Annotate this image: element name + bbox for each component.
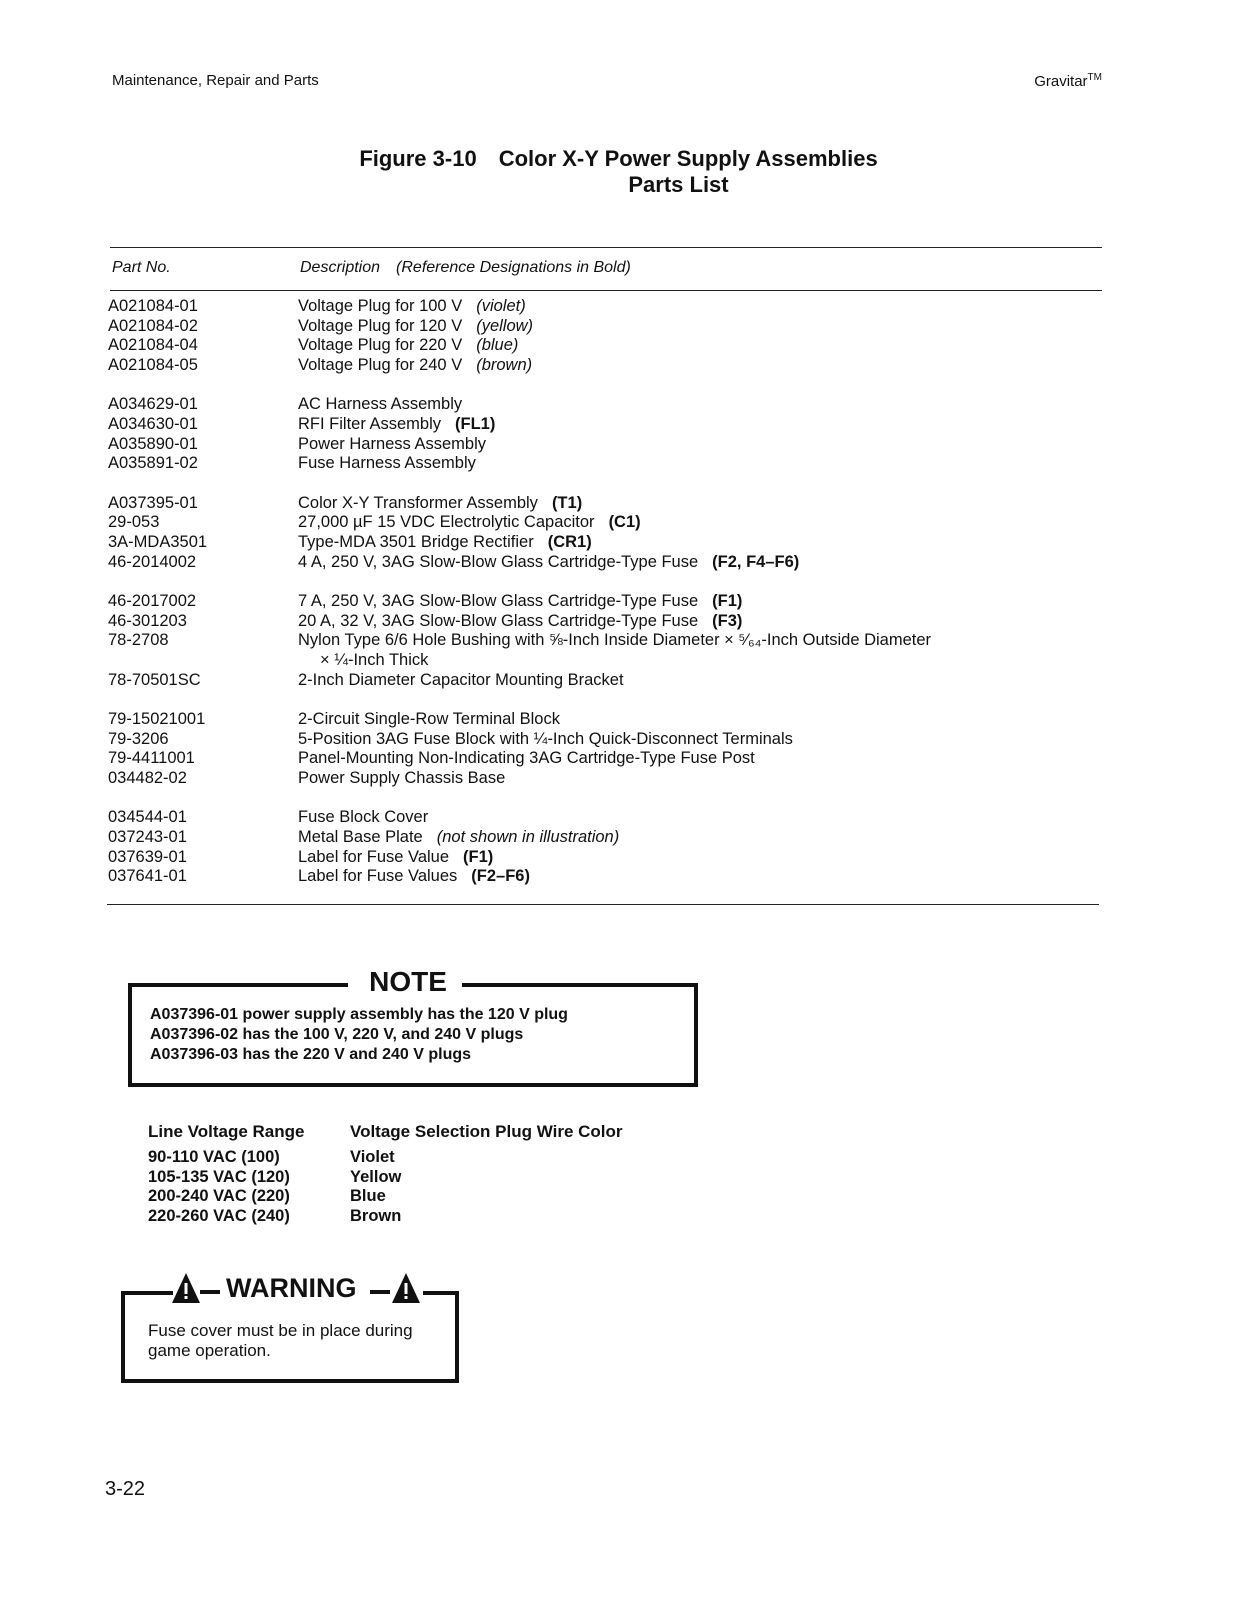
description-text: 27,000 µF 15 VDC Electrolytic Capacitor bbox=[298, 513, 595, 532]
part-number: A037395-01 bbox=[108, 493, 198, 512]
part-description bbox=[298, 710, 1108, 730]
part-number: A034630-01 bbox=[108, 414, 198, 433]
description-text: Voltage Plug for 240 V bbox=[298, 355, 463, 374]
wire-color: Brown bbox=[350, 1207, 402, 1226]
voltage-range: 220-260 VAC (240) bbox=[148, 1207, 290, 1226]
table-row bbox=[108, 435, 1108, 455]
reference-designation: (T1) bbox=[551, 493, 583, 512]
voltage-row bbox=[148, 1187, 623, 1207]
figure-number: Figure 3-10 bbox=[359, 146, 477, 171]
reference-designation: (F2, F4–F6) bbox=[712, 552, 800, 571]
part-number: 79-15021001 bbox=[108, 710, 206, 729]
part-description bbox=[298, 730, 1108, 750]
part-description bbox=[298, 612, 1108, 632]
description-note: (blue) bbox=[476, 336, 519, 355]
table-row bbox=[108, 356, 1108, 376]
part-description bbox=[298, 848, 1108, 868]
table-header-rule bbox=[110, 290, 1102, 291]
parts-group bbox=[108, 710, 1108, 788]
running-header-right bbox=[1034, 72, 1102, 90]
description-note: (violet) bbox=[476, 297, 526, 315]
part-description bbox=[298, 454, 1108, 474]
part-description bbox=[298, 867, 1108, 887]
description-text: 2-Inch Diameter Capacitor Mounting Bracket bbox=[298, 670, 624, 689]
table-row bbox=[108, 336, 1108, 356]
description-text: Color X-Y Transformer Assembly bbox=[298, 493, 538, 512]
part-description bbox=[298, 336, 1108, 356]
description-note: (brown) bbox=[476, 355, 533, 374]
reference-designation: (F1) bbox=[712, 592, 743, 611]
description-text: Voltage Plug for 120 V bbox=[298, 316, 463, 335]
part-description bbox=[298, 671, 1108, 691]
figure-subtitle: Parts List bbox=[628, 172, 729, 197]
voltage-range: 90-110 VAC (100) bbox=[148, 1147, 280, 1166]
table-row bbox=[108, 828, 1108, 848]
parts-group bbox=[108, 297, 1108, 375]
warning-triangle-icon bbox=[170, 1271, 226, 1305]
wire-color: Violet bbox=[350, 1147, 395, 1166]
part-number: A034629-01 bbox=[108, 395, 198, 414]
figure-title bbox=[0, 146, 1237, 198]
part-number: 78-2708 bbox=[108, 631, 169, 650]
part-number: 3A-MDA3501 bbox=[108, 532, 208, 551]
warning-triangle-icon bbox=[370, 1271, 426, 1305]
description-text: AC Harness Assembly bbox=[298, 395, 463, 414]
reference-designation: (F2–F6) bbox=[471, 867, 530, 886]
figure-caption: Color X-Y Power Supply Assemblies bbox=[498, 146, 878, 171]
part-description bbox=[298, 592, 1108, 612]
wire-color: Yellow bbox=[350, 1167, 402, 1186]
product-name: Gravitar bbox=[1034, 73, 1088, 90]
voltage-range-header: Line Voltage Range bbox=[148, 1122, 305, 1141]
description-text: 20 A, 32 V, 3AG Slow-Blow Glass Cartridge-Type Fuse bbox=[298, 611, 699, 630]
part-description bbox=[298, 494, 1108, 514]
part-number: 78-70501SC bbox=[108, 670, 201, 689]
part-number: 037639-01 bbox=[108, 847, 187, 866]
part-number: 29-053 bbox=[108, 513, 160, 532]
parts-list bbox=[108, 297, 1108, 907]
part-number: A035891-02 bbox=[108, 454, 198, 473]
note-text bbox=[150, 1005, 568, 1065]
description-text: RFI Filter Assembly bbox=[298, 414, 442, 433]
part-description bbox=[298, 808, 1108, 828]
part-description bbox=[298, 297, 1108, 317]
part-description bbox=[298, 435, 1108, 455]
table-top-rule bbox=[110, 247, 1102, 248]
column-header-part-no: Part No. bbox=[112, 259, 171, 276]
part-number: A021084-04 bbox=[108, 336, 198, 355]
voltage-row bbox=[148, 1148, 623, 1168]
table-row bbox=[108, 553, 1108, 573]
parts-group bbox=[108, 395, 1108, 473]
table-row bbox=[108, 808, 1108, 828]
note-top-border-left bbox=[128, 983, 348, 987]
description-text: Panel-Mounting Non-Indicating 3AG Cartridge-Type Fuse Post bbox=[298, 749, 755, 768]
part-number: 46-2017002 bbox=[108, 592, 197, 611]
table-row bbox=[108, 297, 1108, 317]
part-number: 034482-02 bbox=[108, 768, 187, 787]
table-row bbox=[108, 710, 1108, 730]
part-number: 46-301203 bbox=[108, 611, 187, 630]
warning-top-border-left bbox=[121, 1291, 173, 1295]
table-row bbox=[108, 317, 1108, 337]
table-row bbox=[108, 494, 1108, 514]
table-row bbox=[108, 769, 1108, 789]
part-description bbox=[298, 749, 1108, 769]
column-header-description bbox=[300, 259, 631, 277]
part-number: 79-3206 bbox=[108, 729, 169, 748]
parts-group bbox=[108, 494, 1108, 572]
note-line: A037396-02 has the 100 V, 220 V, and 240 V plugs bbox=[150, 1026, 524, 1043]
part-number: A021084-01 bbox=[108, 297, 198, 315]
part-description bbox=[298, 533, 1108, 553]
part-description bbox=[298, 513, 1108, 533]
part-description bbox=[298, 395, 1108, 415]
page-number: 3-22 bbox=[105, 1478, 146, 1500]
part-number: A021084-05 bbox=[108, 355, 198, 374]
reference-designation: (FL1) bbox=[455, 414, 496, 433]
parts-group bbox=[108, 592, 1108, 690]
table-row bbox=[108, 671, 1108, 691]
table-row bbox=[108, 749, 1108, 769]
part-number: 037641-01 bbox=[108, 867, 187, 886]
column-header-ref-note: (Reference Designations in Bold) bbox=[396, 259, 631, 276]
part-number: 034544-01 bbox=[108, 808, 187, 827]
part-description bbox=[298, 415, 1108, 435]
reference-designation: (CR1) bbox=[547, 532, 592, 551]
reference-designation: (C1) bbox=[608, 513, 641, 532]
trademark-mark: TM bbox=[1087, 72, 1102, 83]
note-line: A037396-01 power supply assembly has the 120 V plug bbox=[150, 1006, 568, 1023]
running-header-left: Maintenance, Repair and Parts bbox=[112, 72, 319, 89]
description-text: 4 A, 250 V, 3AG Slow-Blow Glass Cartridge-Type Fuse bbox=[298, 552, 699, 571]
table-row bbox=[108, 533, 1108, 553]
part-description bbox=[298, 828, 1108, 848]
description-note: (not shown in illustration) bbox=[436, 828, 620, 847]
description-text: 5-Position 3AG Fuse Block with ¼-Inch Quick-Disconnect Terminals bbox=[298, 729, 793, 748]
reference-designation: (F3) bbox=[712, 611, 743, 630]
part-number: 46-2014002 bbox=[108, 552, 197, 571]
voltage-range: 200-240 VAC (220) bbox=[148, 1187, 290, 1206]
voltage-selection-table bbox=[148, 1122, 623, 1227]
part-number: A035890-01 bbox=[108, 434, 198, 453]
part-number: A021084-02 bbox=[108, 316, 198, 335]
description-continuation: × ¼-Inch Thick bbox=[320, 650, 429, 669]
table-row bbox=[108, 631, 1108, 670]
part-description bbox=[298, 317, 1108, 337]
warning-line: Fuse cover must be in place during bbox=[148, 1321, 413, 1340]
warning-line: game operation. bbox=[148, 1341, 271, 1360]
description-text: Fuse Block Cover bbox=[298, 808, 429, 827]
part-description bbox=[298, 631, 1108, 670]
note-line: A037396-03 has the 220 V and 240 V plugs bbox=[150, 1046, 472, 1063]
description-text: Power Supply Chassis Base bbox=[298, 768, 506, 787]
part-description bbox=[298, 553, 1108, 573]
description-text: Nylon Type 6/6 Hole Bushing with ⅝-Inch Inside Diameter × ⁵⁄₆₄-Inch Outside Diameter bbox=[298, 631, 932, 650]
part-number: 79-4411001 bbox=[108, 749, 195, 768]
description-text: 7 A, 250 V, 3AG Slow-Blow Glass Cartridge-Type Fuse bbox=[298, 592, 699, 611]
parts-group bbox=[108, 808, 1108, 886]
description-text: Metal Base Plate bbox=[298, 828, 423, 847]
part-description bbox=[298, 356, 1108, 376]
table-row bbox=[108, 415, 1108, 435]
table-row bbox=[108, 592, 1108, 612]
note-title: NOTE bbox=[360, 966, 456, 998]
table-row bbox=[108, 867, 1108, 887]
table-row bbox=[108, 513, 1108, 533]
description-text: Label for Fuse Value bbox=[298, 847, 450, 866]
wire-color: Blue bbox=[350, 1187, 386, 1206]
table-row bbox=[108, 848, 1108, 868]
table-row bbox=[108, 395, 1108, 415]
description-text: Type-MDA 3501 Bridge Rectifier bbox=[298, 532, 534, 551]
wire-color-header: Voltage Selection Plug Wire Color bbox=[350, 1122, 623, 1141]
description-text: Label for Fuse Values bbox=[298, 867, 458, 886]
description-text: Voltage Plug for 100 V bbox=[298, 297, 463, 315]
table-row bbox=[108, 612, 1108, 632]
reference-designation: (F1) bbox=[463, 847, 494, 866]
description-text: Fuse Harness Assembly bbox=[298, 454, 476, 473]
part-number: 037243-01 bbox=[108, 828, 187, 847]
warning-text bbox=[148, 1321, 413, 1361]
voltage-row bbox=[148, 1168, 623, 1188]
warning-top-border-right bbox=[423, 1291, 459, 1295]
table-row bbox=[108, 730, 1108, 750]
voltage-row bbox=[148, 1207, 623, 1227]
voltage-table-header bbox=[148, 1122, 623, 1142]
description-text: Power Harness Assembly bbox=[298, 434, 486, 453]
note-top-border-right bbox=[462, 983, 694, 987]
warning-title: WARNING bbox=[226, 1273, 357, 1303]
description-note: (yellow) bbox=[476, 316, 534, 335]
voltage-range: 105-135 VAC (120) bbox=[148, 1167, 290, 1186]
table-row bbox=[108, 454, 1108, 474]
description-text: Voltage Plug for 220 V bbox=[298, 336, 463, 355]
description-text: 2-Circuit Single-Row Terminal Block bbox=[298, 710, 560, 729]
part-description bbox=[298, 769, 1108, 789]
column-header-description-label: Description bbox=[300, 259, 381, 276]
